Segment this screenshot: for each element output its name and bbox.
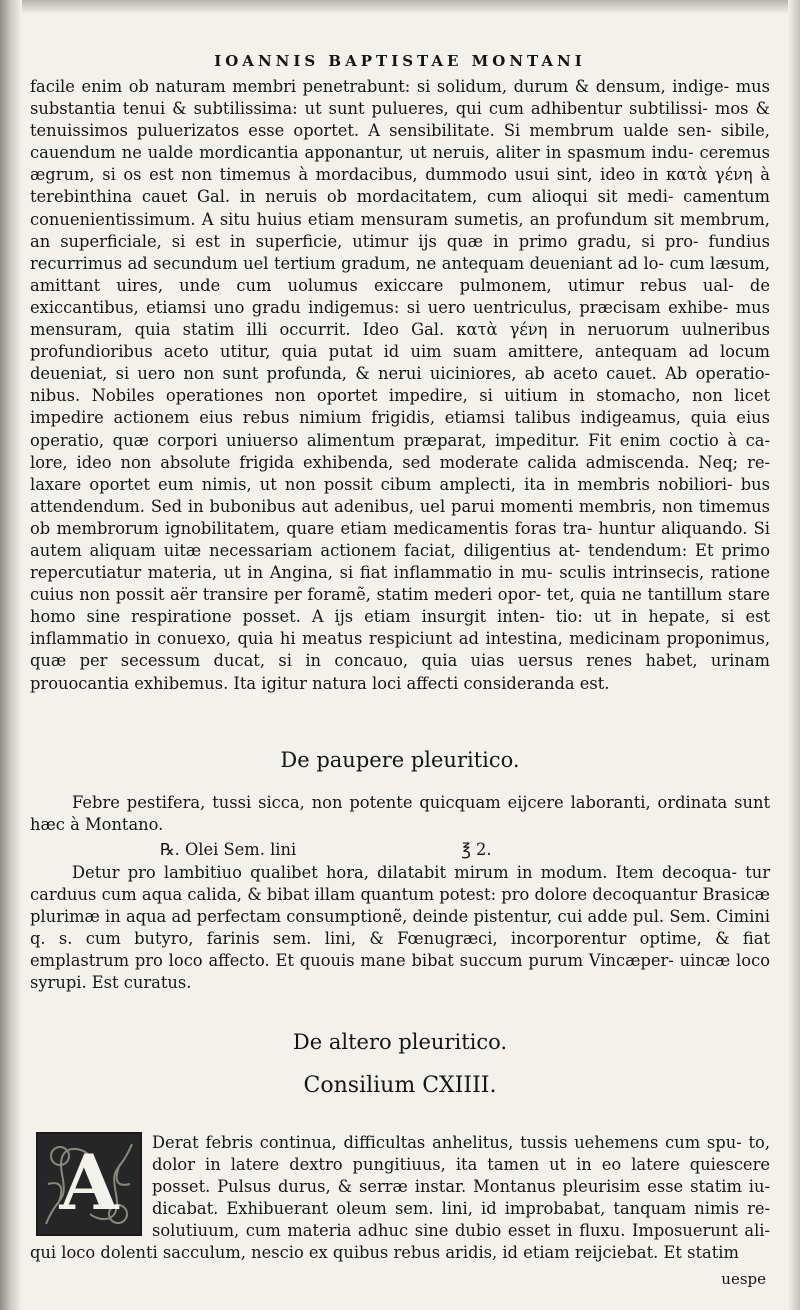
catchword: uespe xyxy=(721,1270,766,1288)
main-paragraph: facile enim ob naturam membri penetrabunt: si solidum, durum & densum, indige‐ mus substantia tenui & subtilissima: ut sunt pulueres, qui cum adhibentur subtilissi‐ mos & tenuissimos puluerizatos esse oportet. A sensibilitate. Si membrum ualde sen‐ sibile, cauendum ne ualde mordicantia apponantur, ut neruis, aliter in spasmum indu‐ ceremus ægrum, si os est non timemus à mordacibus, dummodo usui sint, ideo in κατὰ γένη à terebinthina cauet Gal. in neruis ob mordacitatem, cum alioqui sit medi‐ camentum conuenientissimum. A situ huius etiam mensuram sumetis, an profundum sit membrum, an superficiale, si est in superficie, utimur ijs quæ in primo gradu, si pro‐ fundius recurrimus ad secundum uel tertium gradum, ne antequam deueniant ad lo‐ cum læsum, amittant uires, unde cum uolumus exiccare pulmonem, utimur rebus ual‐ de exiccantibus, etiamsi uno gradu indigemus: si uero uentriculus, præcisam exhibe‐ mus mensuram, quia statim illi occurrit. Ideo Gal. κατὰ γένη in neruorum uulneribus profundioribus aceto utitur, quia putat id uim suam amittere, antequam ad locum deueniat, si uero non sunt profunda, & nerui uiciniores, ab aceto cauet. Ab operatio‐ nibus. Nobiles operationes non oportet impedire, si uitium in stomacho, non licet impedire actionem eius rebus nimium frigidis, etiamsi talibus indigeamus, quia eius operatio, quæ corpori uniuerso alimentum præparat, impeditur. Fit enim coctio à ca‐ lore, ideo non absolute frigida exhibenda, sed moderate calida admiscenda. Neq; re‐ laxare oportet eum nimis, ut non possit cibum amplecti, ita in membris nobiliori‐ bus attendendum. Sed in bubonibus aut adenibus, uel parui momenti membris, non timemus ob membrorum ignobilitatem, quare etiam medicamentis foras tra‐ huntur aliquando. Si autem aliquam uitæ necessariam actionem faciat, diligentius at‐ tendendum: Et primo repercutiatur materia, ut in Angina, si fiat inflammatio in mu‐ sculis intrinsecis, ratione cuius non possit aër transire per foramẽ, statim mederi opor‐ tet, quia ne tantillum stare homo sine respiratione posset. A ijs etiam insurgit inten‐ tio: ut in hepate, si est inflammatio in conuexo, quia hi meatus respiciunt ad intestina, medicinam proponimus, quæ per secessum ducat, si in concauo, quia uias uersus renes habet, urinam prouocantia exhibemus. Ita igitur natura loci affecti consideranda est. xyxy=(30,77,770,693)
recipe-line xyxy=(160,840,492,859)
recipe-dose: ℥ 2. xyxy=(461,840,492,859)
section-intro: Febre pestifera, tussi sicca, non potente quicquam eijcere laboranti, ordinata sunt hæc à Montano. xyxy=(30,793,770,835)
consilium-heading: Consilium CXIIII. xyxy=(303,1073,497,1098)
initial-letter: A xyxy=(59,1138,119,1227)
consilium-text-block xyxy=(30,1132,770,1265)
page-shadow-right xyxy=(788,0,800,1310)
running-head: IOANNIS BAPTISTAE MONTANI xyxy=(214,52,586,70)
section-heading-pauper: De paupere pleuritico. xyxy=(280,748,520,772)
section-heading-altero: De altero pleuritico. xyxy=(292,1030,508,1054)
prescription-paragraph: Detur pro lambitiuo qualibet hora, dilatabit mirum in modum. Item decoqua‐ tur carduus cum aqua calida, & bibat illam quantum potest: pro dolore decoquantur Brasicæ plurimæ in aqua ad perfectam consumptionẽ, deinde pistentur, cui adde pul. Sem. Cimini q. s. cum butyro, farinis sem. lini, & Fœnugræci, incorporentur optime, & fiat emplastrum pro loco affecto. Et quouis mane bibat succum purum Vincæper‐ uincæ loco syrupi. Est curatus. xyxy=(30,863,770,993)
decorated-initial xyxy=(36,1132,142,1236)
recipe-ingredient: ℞. Olei Sem. lini xyxy=(160,840,297,859)
page-shadow-top xyxy=(0,0,800,14)
page-shadow-left xyxy=(0,0,22,1310)
main-text-block xyxy=(30,76,770,695)
consilium-paragraph: Derat febris continua, difficultas anhelitus, tussis uehemens cum spu‐ to, dolor in latere dextro pungitiuus, ita tamen ut in eo latere quiescere posset. Pulsus durus, & serræ instar. Montanus pleurisim esse statim iu‐ dicabat. Exhibuerant oleum sem. lini, id improbabat, tanquam nimis re‐ solutiuum, cum materia adhuc sine dubio esset in fluxu. Imposuerunt ali‐ qui loco dolenti sacculum, nescio ex quibus rebus aridis, id etiam reijciebat. Et statim xyxy=(30,1133,770,1263)
